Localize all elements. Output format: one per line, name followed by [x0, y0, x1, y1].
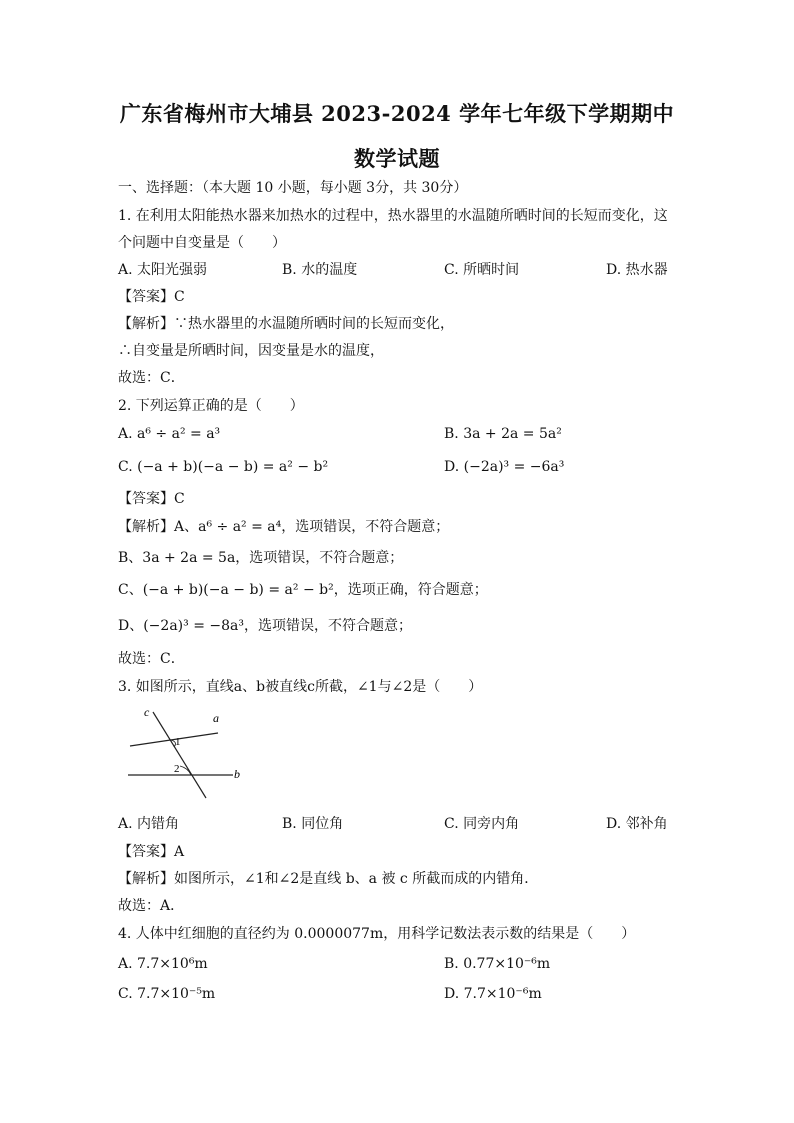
- q3-geometry-figure: [118, 700, 258, 804]
- q2-analysis-a: 【解析】A、a⁶ ÷ a² = a⁴，选项错误，不符合题意；: [118, 519, 450, 535]
- q2-answer: 【答案】C: [118, 491, 185, 507]
- q3-answer: 【答案】A: [118, 844, 185, 860]
- label-a: a: [213, 711, 219, 725]
- q2-analysis-c: C、(−a + b)(−a − b) = a² − b²，选项正确，符合题意；: [118, 582, 488, 598]
- q1-conclusion: 故选：C．: [118, 370, 185, 386]
- label-angle-1: 1: [175, 736, 181, 748]
- page-subtitle: 数学试题: [354, 146, 440, 171]
- line-a: [130, 733, 218, 746]
- q4-option-b: B. 0.77×10⁻⁶m: [444, 956, 551, 972]
- q4-option-a: A. 7.7×10⁶m: [118, 956, 208, 972]
- page-title: 广东省梅州市大埔县 2023-2024 学年七年级下学期期中: [119, 101, 675, 126]
- q1-option-b: B. 水的温度: [282, 262, 358, 278]
- q2-conclusion: 故选：C．: [118, 651, 185, 667]
- q1-answer: 【答案】C: [118, 289, 185, 305]
- q1-analysis-line2: ∴自变量是所晒时间，因变量是水的温度，: [118, 343, 384, 359]
- q2-stem: 2. 下列运算正确的是（ ）: [118, 398, 304, 414]
- q1-analysis-line1: 【解析】∵热水器里的水温随所晒时间的长短而变化，: [118, 316, 454, 332]
- q2-analysis-d: D、(−2a)³ = −8a³，选项错误，不符合题意；: [118, 618, 412, 634]
- q3-analysis: 【解析】如图所示，∠1和∠2是直线 b、a 被 c 所截而成的内错角．: [118, 871, 539, 887]
- q4-stem: 4. 人体中红细胞的直径约为 0.0000077m，用科学记数法表示数的结果是（ ）: [118, 926, 636, 942]
- q1-option-d: D. 热水器: [606, 262, 668, 278]
- q1-stem-line1: 1. 在利用太阳能热水器来加热水的过程中，热水器里的水温随所晒时间的长短而变化，这: [118, 208, 668, 224]
- q2-option-a: A. a⁶ ÷ a² = a³: [118, 426, 221, 442]
- q3-option-b: B. 同位角: [282, 816, 344, 832]
- q2-option-d: D. (−2a)³ = −6a³: [444, 459, 565, 475]
- label-c: c: [144, 705, 150, 719]
- q1-stem-line2: 个问题中自变量是（ ）: [118, 235, 286, 251]
- q3-option-a: A. 内错角: [118, 816, 180, 832]
- q1-option-a: A. 太阳光强弱: [118, 262, 208, 278]
- line-c: [153, 712, 206, 798]
- q2-analysis-b: B、3a + 2a = 5a，选项错误，不符合题意；: [118, 550, 404, 566]
- q3-option-c: C. 同旁内角: [444, 816, 520, 832]
- label-angle-2: 2: [174, 763, 180, 775]
- label-b: b: [234, 767, 240, 781]
- q3-conclusion: 故选：A．: [118, 898, 185, 914]
- q4-option-d: D. 7.7×10⁻⁶m: [444, 986, 542, 1002]
- q2-option-b: B. 3a + 2a = 5a²: [444, 426, 562, 442]
- q2-option-c: C. (−a + b)(−a − b) = a² − b²: [118, 459, 329, 475]
- q4-option-c: C. 7.7×10⁻⁵m: [118, 986, 216, 1002]
- q3-option-d: D. 邻补角: [606, 816, 668, 832]
- section-heading: 一、选择题：（本大题 10 小题，每小题 3分，共 30分）: [118, 180, 468, 196]
- q1-option-c: C. 所晒时间: [444, 262, 520, 278]
- q3-stem: 3. 如图所示，直线a、b被直线c所截，∠1与∠2是（ ）: [118, 679, 483, 695]
